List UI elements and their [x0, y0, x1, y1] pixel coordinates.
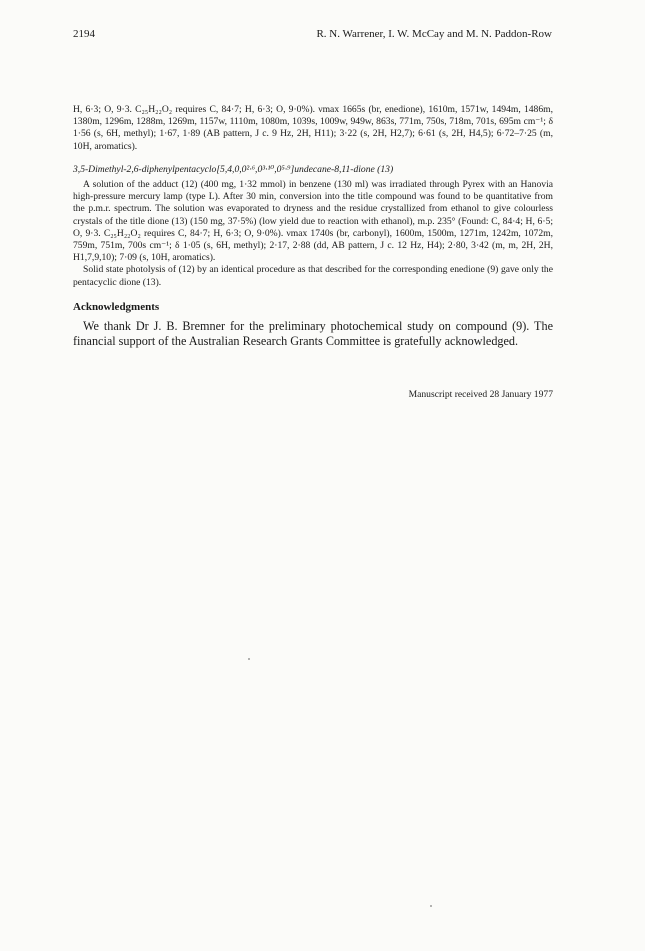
- scan-speck: [248, 658, 250, 660]
- continued-paragraph: H, 6·3; O, 9·3. C₂₅H₂₂O₂ requires C, 84·7; H, 6·3; O, 9·0%). νmax 1665s (br, enedione), 1610m, 1571w, 1494m, 1486m, 1380m, 1296m, 1288m, 1269m, 1157w, 1110m, 1080m, 1039s, 1009w, 949w, 863s, 771m, 750s, 718m, 701s, 695m cm⁻¹; δ 1·56 (s, 6H, methyl); 1·67, 1·89 (AB pattern, J c. 9 Hz, 2H, H11); 3·22 (s, 2H, H2,7); 6·61 (s, 2H, H4,5); 6·72–7·25 (m, 10H, aromatics).: [73, 104, 553, 152]
- acknowledgments-heading: Acknowledgments: [73, 300, 160, 313]
- page-header: [73, 28, 552, 44]
- running-head-authors: R. N. Warrener, I. W. McCay and M. N. Paddon-Row: [316, 28, 552, 40]
- scan-speck: [430, 905, 432, 907]
- experimental-paragraph-2: Solid state photolysis of (12) by an identical procedure as that described for the corresponding enedione (9) gave only the pentacyclic dione (13).: [73, 264, 553, 288]
- compound-title: 3,5-Dimethyl-2,6-diphenylpentacyclo[5,4,0,0²·⁶,0³·¹⁰,0⁵·⁹]undecane-8,11-dione (13): [73, 163, 394, 175]
- acknowledgments-text: We thank Dr J. B. Bremner for the preliminary photochemical study on compound (9). The financial support of the Australian Research Grants Committee is gratefully acknowledged.: [73, 319, 553, 349]
- page-number: 2194: [73, 28, 95, 40]
- experimental-paragraph-1: A solution of the adduct (12) (400 mg, 1·32 mmol) in benzene (130 ml) was irradiated through Pyrex with an Hanovia high-pressure mercury lamp (type L). After 30 min, conversion into the title compound was found to be quantitative from the p.m.r. spectrum. The solution was evaporated to dryness and the residue crystallized from ethanol to give colourless crystals of the title dione (13) (150 mg, 37·5%) (low yield due to reaction with ethanol), m.p. 235° (Found: C, 84·4; H, 6·5; O, 9·3. C₂₅H₂₂O₂ requires C, 84·7; H, 6·3; O, 9·0%). νmax 1740s (br, carbonyl), 1600m, 1500m, 1271m, 1242m, 1072m, 759m, 751m, 700s cm⁻¹; δ 1·05 (s, 6H, methyl); 2·17, 2·88 (dd, AB pattern, J c. 12 Hz, H4); 2·80, 3·42 (m, m, 2H, 2H, H1,7,9,10); 7·09 (s, 10H, aromatics).: [73, 179, 553, 264]
- manuscript-received: Manuscript received 28 January 1977: [408, 389, 553, 401]
- article-body: [73, 104, 553, 402]
